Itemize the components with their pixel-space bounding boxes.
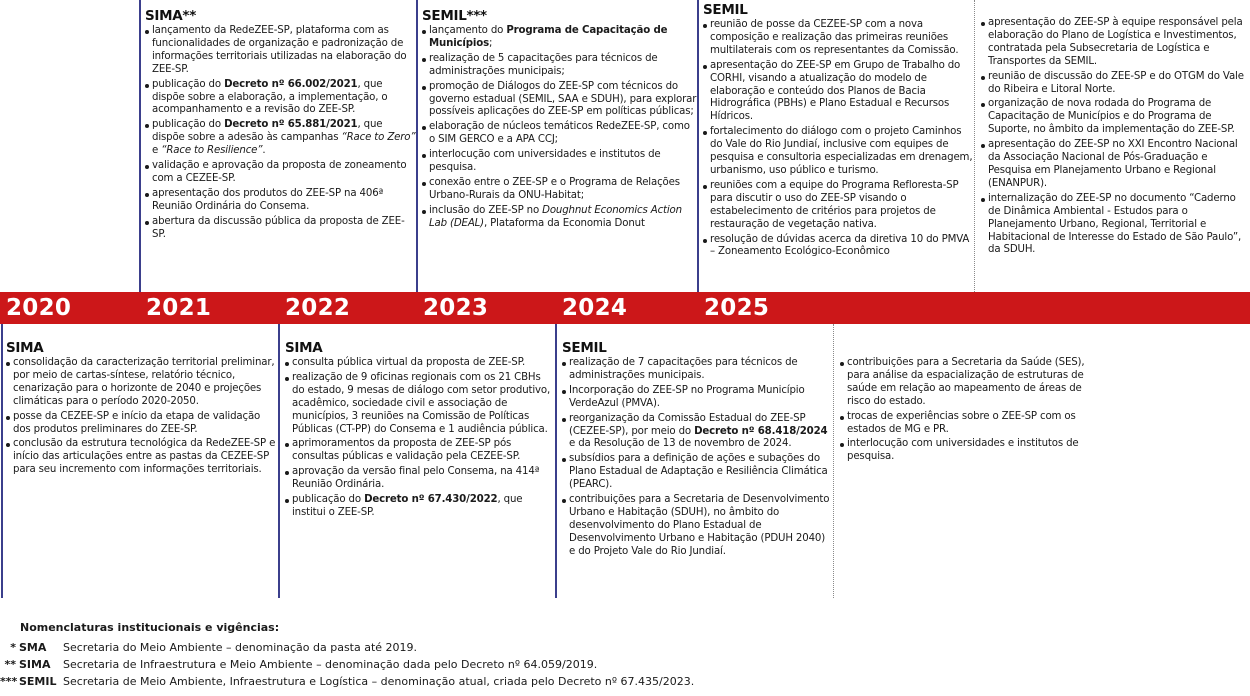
milestone-list — [703, 19, 973, 259]
milestone-text: internalização do ZEE-SP no documento “Caderno de Dinâmica Ambiental - Estudos para o Planejamento Urbano, Regional, Territorial e Habitacional de Interesse do Estado de São Paulo”, da SDUH. — [988, 192, 1242, 256]
milestone-list — [145, 25, 417, 242]
milestone-list — [840, 357, 1108, 464]
year-label-2024: 2024 — [562, 295, 628, 321]
milestone-list — [6, 357, 276, 477]
milestone-item — [422, 149, 698, 175]
milestone-text: , que dispõe sobre a adesão às campanhas — [152, 119, 383, 144]
milestone-text: reunião de posse da CEZEE-SP com a nova composição e realização das primeiras reuniões multilaterais com os representantes da Comissão. — [710, 19, 959, 56]
milestone-text: promoção de Diálogos do ZEE-SP com técnicos do governo estadual (SEMIL, SAA e SDUH), para explorar possíveis aplicações do ZEE-SP em políticas públicas; — [429, 80, 697, 118]
divider-2024-bottom — [833, 324, 834, 598]
decree-reference: Programa de Capacitação de Municípios — [429, 25, 668, 49]
milestone-list — [562, 357, 832, 559]
milestone-text: conclusão da estrutura tecnológica da RedeZEE-SP e início das articulações entre as pastas da CEZEE-SP para seu incremento com informações territoriais. — [13, 438, 276, 476]
italic-term: Doughnut Economics Action Lab (DEAL) — [429, 204, 682, 229]
legend-text: Secretaria de Meio Ambiente, Infraestrutura e Logística – denominação atual, criada pelo Decreto nº 67.435/2023. — [63, 675, 695, 688]
milestone-text: fortalecimento do diálogo com o projeto Caminhos do Vale do Rio Jundiaí, inclusive com equipes de pesquisa e consultoria especializadas em drenagem, urbanismo, uso público e turismo. — [710, 126, 973, 176]
milestone-item — [562, 385, 832, 411]
milestone-text: apresentação do ZEE-SP no XXI Encontro Nacional da Associação Nacional de Pós-Graduação e Pesquisa em Planejamento Urbano e Regional (ENANPUR). — [988, 139, 1238, 189]
decree-reference: Decreto nº 68.418/2024 — [694, 425, 828, 437]
milestone-text: posse da CEZEE-SP e início da etapa de validação dos produtos preliminares do ZEE-SP. — [13, 410, 261, 435]
milestone-item — [562, 453, 832, 492]
connector-2024-bottom — [555, 292, 557, 598]
milestone-text: publicação do — [152, 119, 225, 131]
legend-text: Secretaria do Meio Ambiente – denominação da pasta até 2019. — [63, 641, 418, 654]
milestone-text: , que institui o ZEE-SP. — [292, 494, 523, 518]
milestone-text: contribuições para a Secretaria de Desenvolvimento Urbano e Habitação (SDUH), no âmbito do desenvolvimento do Plano Estadual de Desenvolvimento Urbano e Habitação (PDUH 2040) e do Projeto Vale do Rio Jundiaí. — [569, 494, 830, 557]
milestone-item — [703, 234, 973, 260]
legend-stars: * — [10, 641, 16, 654]
year-label-2022: 2022 — [285, 295, 351, 321]
milestone-item — [145, 160, 417, 186]
organization-heading: SEMIL*** — [422, 8, 487, 24]
legend-row-semil — [0, 674, 694, 690]
milestone-item — [703, 126, 973, 178]
milestone-text: lançamento do — [429, 25, 507, 36]
organization-heading: SEMIL — [703, 2, 748, 18]
milestone-text: e — [152, 145, 162, 157]
milestone-text: aprimoramentos da proposta de ZEE-SP pós consultas públicas e validação pela CEZEE-SP. — [292, 438, 521, 463]
milestone-item — [6, 357, 276, 409]
milestone-text: reunião de discussão do ZEE-SP e do OTGM do Vale do Ribeira e Litoral Norte. — [988, 70, 1244, 95]
milestone-item — [422, 53, 698, 79]
organization-heading: SIMA — [6, 340, 44, 356]
milestone-text: ; — [489, 37, 493, 49]
milestone-text: apresentação do ZEE-SP à equipe responsável pela elaboração do Plano de Logística e Investimentos, contratada pela Subsecretaria de Logística e Transportes da SEMIL. — [988, 17, 1243, 67]
milestone-item — [981, 98, 1249, 137]
milestone-item — [562, 413, 832, 452]
legend-abbr: SEMIL — [19, 675, 57, 688]
milestones-2021 — [145, 8, 417, 244]
milestone-item — [981, 71, 1249, 97]
milestone-item — [981, 17, 1249, 69]
milestone-item — [422, 81, 698, 120]
milestone-text: Incorporação do ZEE-SP no Programa Município VerdeAzul (PMVA). — [569, 384, 805, 409]
legend-stars: *** — [0, 675, 18, 688]
milestone-text: interlocução com universidades e institutos de pesquisa. — [429, 149, 661, 174]
milestone-item — [145, 216, 417, 242]
milestone-text: consolidação da caracterização territorial preliminar, por meio de cartas-síntese, relatório técnico, cenarização para o horizonte de 2040 e projeções climáticas para o período 2020-2050. — [13, 357, 275, 407]
milestone-text: trocas de experiências sobre o ZEE-SP com os estados de MG e PR. — [847, 410, 1076, 435]
milestone-text: , que dispõe sobre a elaboração, a implementação, o acompanhamento e a revisão do ZEE-SP. — [152, 78, 388, 116]
milestone-text: abertura da discussão pública da proposta de ZEE-SP. — [152, 215, 405, 240]
divider-2025-top — [974, 0, 975, 292]
decree-reference: Decreto nº 67.430/2022 — [364, 494, 498, 506]
milestone-text: realização de 5 capacitações para técnicos de administrações municipais; — [429, 52, 658, 77]
milestones-2024-a — [562, 340, 832, 561]
milestones-2023 — [422, 8, 698, 233]
year-label-2020: 2020 — [6, 295, 72, 321]
year-label-2025: 2025 — [704, 295, 770, 321]
milestone-text: reuniões com a equipe do Programa Refloresta-SP para discutir o uso do ZEE-SP visando o estabelecimento de critérios para projetos de restauração de vegetação nativa. — [710, 179, 959, 230]
milestone-item — [703, 19, 973, 58]
milestone-item — [422, 121, 698, 147]
connector-2020-bottom — [1, 292, 3, 598]
organization-heading: SIMA** — [145, 8, 196, 24]
decree-reference: Decreto nº 66.002/2021 — [224, 78, 358, 90]
milestone-list — [981, 17, 1249, 257]
milestones-2025-a — [703, 2, 973, 261]
milestone-item — [981, 193, 1249, 258]
connector-2022-bottom — [278, 292, 280, 598]
legend-abbr: SMA — [19, 641, 47, 654]
legend-stars: ** — [4, 658, 16, 671]
milestone-text: apresentação do ZEE-SP em Grupo de Trabalho do CORHI, visando a atualização do modelo de elaboração e conteúdo dos Planos de Bacia Hidrográfica (PBHs) e Plano Estadual e Recursos Hídricos. — [710, 59, 961, 123]
milestone-text: reorganização da Comissão Estadual do ZEE-SP (CEZEE-SP), por meio do — [569, 412, 806, 437]
legend-row-sma — [0, 640, 417, 656]
milestone-text: . — [262, 145, 266, 157]
milestone-item — [285, 494, 553, 520]
milestone-text: consulta pública virtual da proposta de ZEE-SP. — [292, 357, 526, 368]
milestones-2024-b — [840, 357, 1108, 466]
legend-text: Secretaria de Infraestrutura e Meio Ambiente – denominação dada pelo Decreto nº 64.059/2019. — [63, 658, 598, 671]
legend-row-sima — [0, 657, 597, 673]
milestone-item — [703, 180, 973, 232]
milestone-text: aprovação da versão final pelo Consema, na 414ª Reunião Ordinária. — [292, 466, 540, 491]
legend-title: Nomenclaturas institucionais e vigências: — [20, 621, 280, 634]
milestone-item — [145, 25, 417, 77]
milestone-text: validação e aprovação da proposta de zoneamento com a CEZEE-SP. — [152, 160, 407, 184]
milestone-item — [285, 438, 553, 464]
milestone-item — [6, 438, 276, 477]
year-label-2021: 2021 — [146, 295, 212, 321]
connector-2021-top — [139, 0, 141, 324]
milestone-item — [422, 177, 698, 203]
milestone-text: realização de 7 capacitações para técnicos de administrações municipais. — [569, 357, 798, 381]
milestone-item — [422, 205, 698, 231]
legend-abbr: SIMA — [19, 658, 51, 671]
milestone-item — [562, 494, 832, 559]
milestone-text: e da Resolução de 13 de novembro de 2024. — [569, 438, 792, 450]
milestone-text: lançamento da RedeZEE-SP, plataforma com as funcionalidades de organização e padronização de informações territoriais utilizadas na elaboração do ZEE-SP. — [152, 25, 407, 75]
milestone-text: elaboração de núcleos temáticos RedeZEE-SP, como o SIM GERCO e a APA CCJ; — [429, 121, 690, 146]
milestone-text: inclusão do ZEE-SP no — [429, 204, 543, 216]
milestones-2025-b — [981, 17, 1249, 259]
milestone-item — [145, 119, 417, 158]
milestone-item — [6, 411, 276, 437]
milestone-item — [285, 466, 553, 492]
milestone-item — [840, 438, 1108, 464]
milestone-text: organização de nova rodada do Programa de Capacitação de Municípios e do Programa de Suporte, no âmbito da implementação do ZEE-SP. — [988, 98, 1235, 136]
milestone-text: , Plataforma da Economia Donut — [484, 217, 645, 229]
organization-heading: SIMA — [285, 340, 323, 356]
milestone-item — [840, 411, 1108, 437]
milestone-item — [422, 25, 698, 51]
milestone-item — [981, 139, 1249, 191]
milestone-item — [562, 357, 832, 383]
milestone-text: realização de 9 oficinas regionais com os 21 CBHs do estado, 9 mesas de diálogo com setor produtivo, acadêmico, sociedade civil e associação de municípios, 3 reuniões na Comissão de Políticas Públicas (CT-PP) do Consema e 1 audiência pública. — [292, 371, 551, 435]
italic-term: “Race to Zero” — [341, 132, 416, 144]
milestone-text: publicação do — [152, 78, 225, 90]
milestone-text: conexão entre o ZEE-SP e o Programa de Relações Urbano-Rurais da ONU-Habitat; — [429, 176, 680, 201]
milestone-text: subsídios para a definição de ações e subações do Plano Estadual de Adaptação e Resiliência Climática (PEARC). — [569, 453, 828, 491]
milestone-item — [145, 188, 417, 214]
milestone-item — [145, 79, 417, 118]
decree-reference: Decreto nº 65.881/2021 — [224, 119, 358, 131]
milestone-list — [422, 25, 698, 231]
milestone-list — [285, 357, 553, 520]
italic-term: “Race to Resilience” — [161, 145, 263, 157]
milestones-2020 — [6, 340, 276, 479]
milestone-text: publicação do — [292, 494, 365, 506]
milestone-text: apresentação dos produtos do ZEE-SP na 406ª Reunião Ordinária do Consema. — [152, 187, 384, 212]
milestone-item — [840, 357, 1108, 409]
organization-heading: SEMIL — [562, 340, 607, 356]
milestone-text: interlocução com universidades e institutos de pesquisa. — [847, 438, 1079, 463]
year-label-2023: 2023 — [423, 295, 489, 321]
milestone-item — [703, 60, 973, 125]
milestone-item — [285, 372, 553, 437]
milestone-item — [285, 357, 553, 370]
milestones-2022 — [285, 340, 553, 522]
milestone-text: resolução de dúvidas acerca da diretiva 10 do PMVA – Zoneamento Ecológico-Econômico — [710, 233, 970, 258]
milestone-text: contribuições para a Secretaria da Saúde (SES), para análise da espacialização de estruturas de saúde em relação ao mapeamento de áreas de risco do estado. — [847, 357, 1085, 407]
